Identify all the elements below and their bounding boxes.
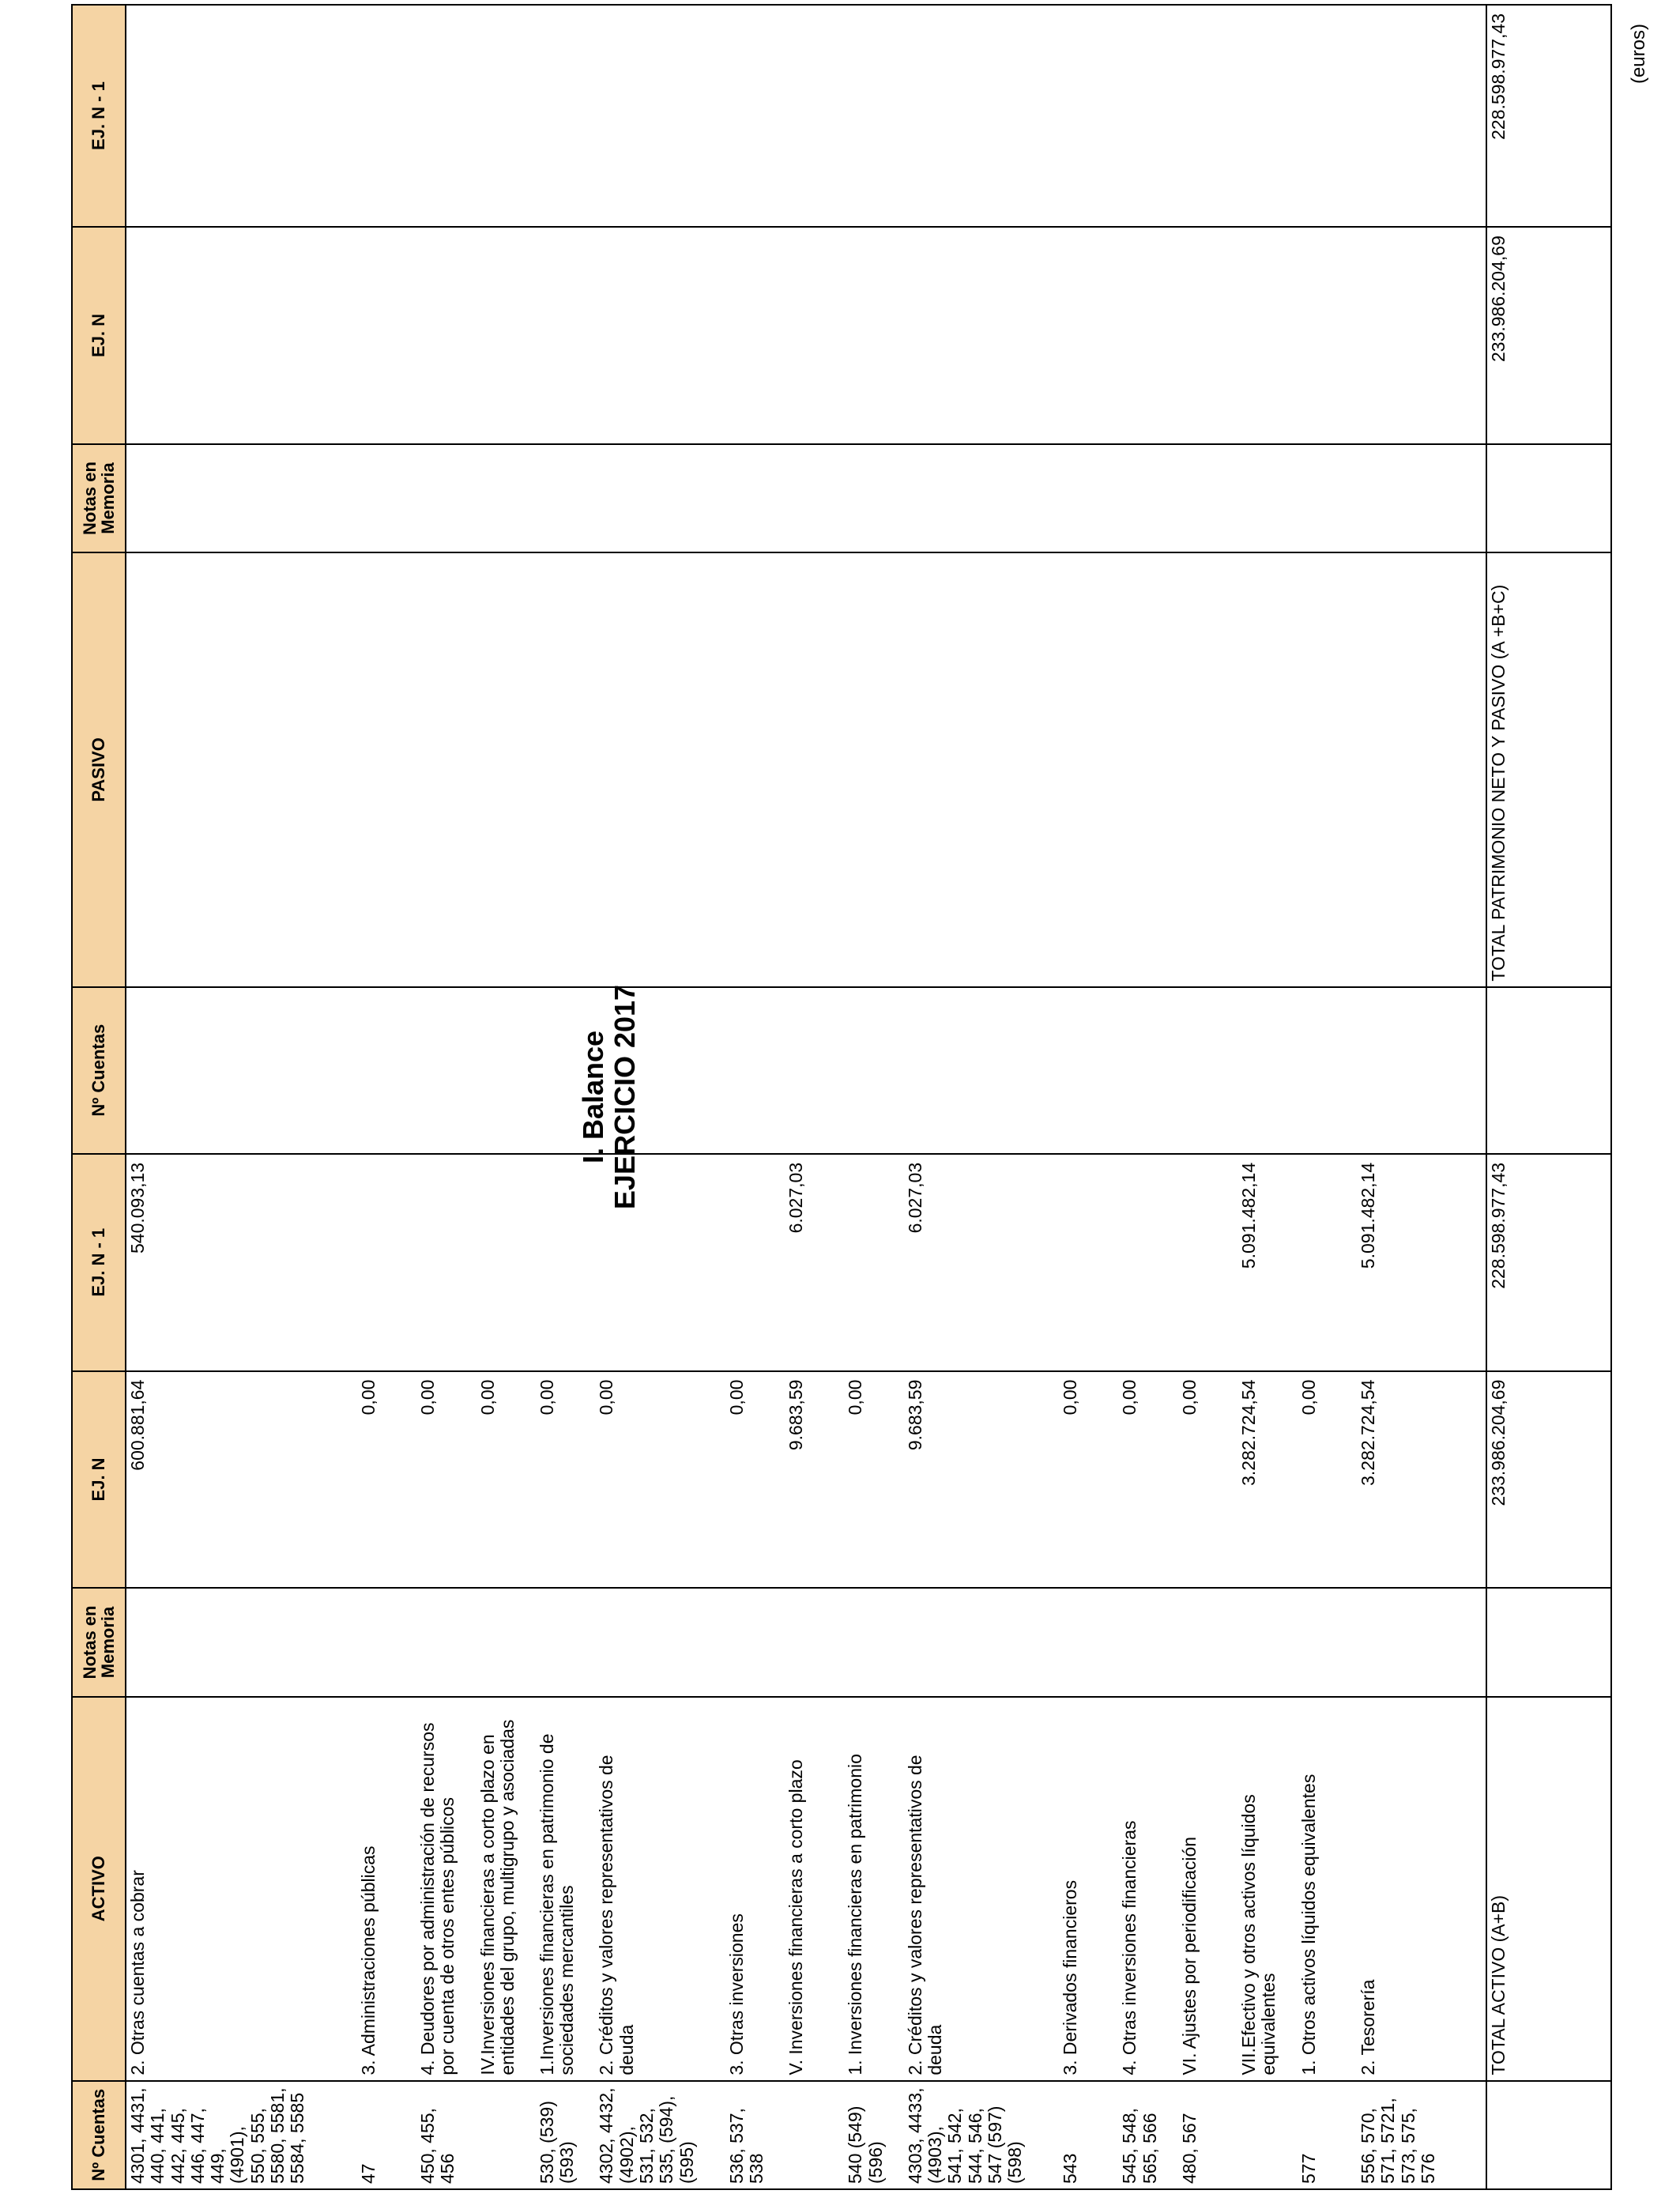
pasivo-ejn-cell	[844, 227, 903, 444]
table-row	[1118, 5, 1177, 2189]
pasivo-cuentas-cell	[844, 987, 903, 1154]
ejn-cell: 3.282.724,54	[1357, 1371, 1486, 1589]
table-row	[1237, 5, 1297, 2189]
notas-cell	[1237, 1588, 1297, 1696]
pasivo-label-cell	[1118, 552, 1177, 986]
ejn-cell: 0,00	[595, 1371, 725, 1589]
notas-cell	[785, 1588, 844, 1696]
total-cuentas	[1486, 2081, 1611, 2189]
ejn-cell: 0,00	[536, 1371, 595, 1589]
pasivo-ejn-cell	[595, 227, 725, 444]
pasivo-ejn-cell	[357, 227, 416, 444]
cuentas-cell: 543	[1059, 2081, 1118, 2189]
activo-label-cell: 2. Créditos y valores representativos de deuda	[595, 1697, 725, 2081]
pasivo-ejn1-cell	[357, 5, 416, 227]
pasivo-label-cell	[477, 552, 536, 986]
ejn1-cell	[595, 1154, 725, 1371]
pasivo-cuentas-cell	[1059, 987, 1118, 1154]
header-notas-pasivo: Notas en Memoria	[72, 444, 126, 552]
notas-cell	[1118, 1588, 1177, 1696]
pasivo-notas-cell	[536, 444, 595, 552]
pasivo-notas-cell	[1178, 444, 1237, 552]
cuentas-cell: 4302, 4432, (4902), 531, 532, 535, (594), (595)	[595, 2081, 725, 2189]
pasivo-ejn1-cell	[1178, 5, 1237, 227]
activo-label-cell: 1.Inversiones financieras en patrimonio de sociedades mercantiles	[536, 1697, 595, 2081]
header-ejn1-activo: EJ. N - 1	[72, 1154, 126, 1371]
table-row	[1357, 5, 1486, 2189]
pasivo-notas-cell	[126, 444, 357, 552]
pasivo-label-cell	[357, 552, 416, 986]
ejn1-cell	[725, 1154, 785, 1371]
ejn-cell: 0,00	[1178, 1371, 1237, 1589]
ejn1-cell	[1178, 1154, 1237, 1371]
ejn-cell: 9.683,59	[904, 1371, 1059, 1589]
pasivo-label-cell	[595, 552, 725, 986]
pasivo-ejn1-cell	[1298, 5, 1357, 227]
ejn1-cell	[1059, 1154, 1118, 1371]
notas-cell	[126, 1588, 357, 1696]
table-row	[595, 5, 725, 2189]
pasivo-notas-cell	[416, 444, 476, 552]
table-row	[785, 5, 844, 2189]
pasivo-cuentas-cell	[904, 987, 1059, 1154]
cuentas-cell: 577	[1298, 2081, 1357, 2189]
pasivo-label-cell	[1298, 552, 1357, 986]
header-notas-activo: Notas en Memoria	[72, 1588, 126, 1696]
pasivo-ejn-cell	[1237, 227, 1297, 444]
total-activo-ejn: 233.986.204,69	[1486, 1371, 1611, 1589]
activo-label-cell: 3. Derivados financieros	[1059, 1697, 1118, 2081]
pasivo-notas-cell	[1357, 444, 1486, 552]
pasivo-notas-cell	[595, 444, 725, 552]
ejn1-cell: 6.027,03	[785, 1154, 844, 1371]
activo-label-cell: 4. Otras inversiones financieras	[1118, 1697, 1177, 2081]
pasivo-cuentas-cell	[1298, 987, 1357, 1154]
pasivo-ejn-cell	[904, 227, 1059, 444]
pasivo-ejn1-cell	[416, 5, 476, 227]
notas-cell	[1357, 1588, 1486, 1696]
total-pasivo-ejn1: 228.598.977,43	[1486, 5, 1611, 227]
ejn1-cell	[1118, 1154, 1177, 1371]
pasivo-ejn1-cell	[725, 5, 785, 227]
ejn-cell: 0,00	[1059, 1371, 1118, 1589]
page-title: I. Balance	[577, 1030, 609, 1164]
pasivo-ejn1-cell	[1059, 5, 1118, 227]
pasivo-ejn-cell	[785, 227, 844, 444]
ejn1-cell: 540.093,13	[126, 1154, 357, 1371]
pasivo-ejn1-cell	[477, 5, 536, 227]
total-pasivo-label: TOTAL PATRIMONIO NETO Y PASIVO (A +B+C)	[1486, 552, 1611, 986]
cuentas-cell: 545, 548, 565, 566	[1118, 2081, 1177, 2189]
ejn-cell: 600.881,64	[126, 1371, 357, 1589]
pasivo-notas-cell	[357, 444, 416, 552]
ejn1-cell: 6.027,03	[904, 1154, 1059, 1371]
pasivo-ejn-cell	[725, 227, 785, 444]
pasivo-ejn1-cell	[1237, 5, 1297, 227]
ejn-cell: 0,00	[725, 1371, 785, 1589]
table-row	[536, 5, 595, 2189]
ejn-cell: 9.683,59	[785, 1371, 844, 1589]
notas-cell	[844, 1588, 903, 1696]
header-cuentas-pasivo: Nº Cuentas	[72, 987, 126, 1154]
pasivo-ejn-cell	[1178, 227, 1237, 444]
ejn-cell: 0,00	[357, 1371, 416, 1589]
pasivo-label-cell	[844, 552, 903, 986]
cuentas-cell: 450, 455, 456	[416, 2081, 476, 2189]
total-pasivo-notas	[1486, 444, 1611, 552]
pasivo-ejn-cell	[1298, 227, 1357, 444]
pasivo-cuentas-cell	[1357, 987, 1486, 1154]
cuentas-cell: 556, 570, 571, 5721, 573, 575, 576	[1357, 2081, 1486, 2189]
pasivo-cuentas-cell	[416, 987, 476, 1154]
pasivo-notas-cell	[1059, 444, 1118, 552]
pasivo-cuentas-cell	[536, 987, 595, 1154]
activo-label-cell: 3. Otras inversiones	[725, 1697, 785, 2081]
ejn1-cell	[477, 1154, 536, 1371]
total-pasivo-cuentas	[1486, 987, 1611, 1154]
total-notas	[1486, 1588, 1611, 1696]
notas-cell	[1178, 1588, 1237, 1696]
notas-cell	[595, 1588, 725, 1696]
cuentas-cell: 47	[357, 2081, 416, 2189]
pasivo-ejn-cell	[1118, 227, 1177, 444]
pasivo-notas-cell	[477, 444, 536, 552]
ejn1-cell	[1298, 1154, 1357, 1371]
ejn-cell: 0,00	[477, 1371, 536, 1589]
pasivo-label-cell	[904, 552, 1059, 986]
pasivo-cuentas-cell	[595, 987, 725, 1154]
pasivo-notas-cell	[1237, 444, 1297, 552]
cuentas-cell: 540 (549) (596)	[844, 2081, 903, 2189]
pasivo-cuentas-cell	[477, 987, 536, 1154]
cuentas-cell	[477, 2081, 536, 2189]
pasivo-cuentas-cell	[126, 987, 357, 1154]
pasivo-notas-cell	[844, 444, 903, 552]
ejn1-cell	[536, 1154, 595, 1371]
table-row	[1178, 5, 1237, 2189]
cuentas-cell: 4301, 4431, 440, 441, 442, 445, 446, 447, 449, (4901), 550, 555, 5580, 5581, 5584, 5585	[126, 2081, 357, 2189]
pasivo-ejn1-cell	[1357, 5, 1486, 227]
balance-table	[71, 4, 1612, 2190]
total-row	[1486, 5, 1611, 2189]
pasivo-notas-cell	[1298, 444, 1357, 552]
cuentas-cell: 4303, 4433, (4903), 541, 542, 544, 546, 547 (597) (598)	[904, 2081, 1059, 2189]
cuentas-cell	[1237, 2081, 1297, 2189]
notas-cell	[1298, 1588, 1357, 1696]
pasivo-ejn1-cell	[785, 5, 844, 227]
pasivo-label-cell	[126, 552, 357, 986]
pasivo-cuentas-cell	[357, 987, 416, 1154]
pasivo-ejn1-cell	[1118, 5, 1177, 227]
header-row	[72, 5, 126, 2189]
pasivo-cuentas-cell	[725, 987, 785, 1154]
header-ejn1-pasivo: EJ. N - 1	[72, 5, 126, 227]
notas-cell	[904, 1588, 1059, 1696]
activo-label-cell: 1. Otros activos líquidos equivalentes	[1298, 1697, 1357, 2081]
pasivo-ejn1-cell	[126, 5, 357, 227]
pasivo-label-cell	[416, 552, 476, 986]
table-row	[126, 5, 357, 2189]
header-pasivo: PASIVO	[72, 552, 126, 986]
pasivo-ejn-cell	[477, 227, 536, 444]
table-body	[126, 5, 1611, 2189]
ejn1-cell: 5.091.482,14	[1357, 1154, 1486, 1371]
pasivo-ejn1-cell	[904, 5, 1059, 227]
activo-label-cell: V. Inversiones financieras a corto plazo	[785, 1697, 844, 2081]
pasivo-label-cell	[725, 552, 785, 986]
ejn1-cell	[357, 1154, 416, 1371]
pasivo-notas-cell	[904, 444, 1059, 552]
header-cuentas-activo: Nº Cuentas	[72, 2081, 126, 2189]
table-row	[1298, 5, 1357, 2189]
pasivo-ejn-cell	[416, 227, 476, 444]
pasivo-cuentas-cell	[1118, 987, 1177, 1154]
ejn-cell: 0,00	[1298, 1371, 1357, 1589]
pasivo-label-cell	[536, 552, 595, 986]
ejn-cell: 0,00	[1118, 1371, 1177, 1589]
activo-label-cell: VI. Ajustes por periodificación	[1178, 1697, 1237, 2081]
table-row	[844, 5, 903, 2189]
ejn1-cell	[844, 1154, 903, 1371]
notas-cell	[416, 1588, 476, 1696]
header-activo: ACTIVO	[72, 1697, 126, 2081]
activo-label-cell: 1. Inversiones financieras en patrimonio	[844, 1697, 903, 2081]
pasivo-ejn-cell	[536, 227, 595, 444]
pasivo-notas-cell	[1118, 444, 1177, 552]
total-activo-label: TOTAL ACTIVO (A+B)	[1486, 1697, 1611, 2081]
header-ejn-pasivo: EJ. N	[72, 227, 126, 444]
pasivo-label-cell	[1178, 552, 1237, 986]
activo-label-cell: 4. Deudores por administración de recursos por cuenta de otros entes públicos	[416, 1697, 476, 2081]
notas-cell	[536, 1588, 595, 1696]
notas-cell	[357, 1588, 416, 1696]
activo-label-cell: 3. Administraciones públicas	[357, 1697, 416, 2081]
table-row	[477, 5, 536, 2189]
balance-table-wrapper	[71, 4, 1612, 2190]
pasivo-label-cell	[1357, 552, 1486, 986]
total-pasivo-ejn: 233.986.204,69	[1486, 227, 1611, 444]
notas-cell	[1059, 1588, 1118, 1696]
cuentas-cell: 536, 537, 538	[725, 2081, 785, 2189]
total-activo-ejn1: 228.598.977,43	[1486, 1154, 1611, 1371]
header-ejn-activo: EJ. N	[72, 1371, 126, 1589]
ejn1-cell: 5.091.482,14	[1237, 1154, 1297, 1371]
pasivo-ejn-cell	[1059, 227, 1118, 444]
ejn-cell: 0,00	[416, 1371, 476, 1589]
activo-label-cell: 2. Tesorería	[1357, 1697, 1486, 2081]
pasivo-ejn1-cell	[595, 5, 725, 227]
pasivo-cuentas-cell	[785, 987, 844, 1154]
cuentas-cell: 480, 567	[1178, 2081, 1237, 2189]
table-row	[725, 5, 785, 2189]
notas-cell	[477, 1588, 536, 1696]
pasivo-ejn1-cell	[844, 5, 903, 227]
pasivo-cuentas-cell	[1178, 987, 1237, 1154]
activo-label-cell: 2. Créditos y valores representativos de deuda	[904, 1697, 1059, 2081]
pasivo-notas-cell	[725, 444, 785, 552]
activo-label-cell: IV.Inversiones financieras a corto plazo en entidades del grupo, multigrupo y asociadas	[477, 1697, 536, 2081]
activo-label-cell: VII.Efectivo y otros activos líquidos equivalentes	[1237, 1697, 1297, 2081]
pasivo-label-cell	[1237, 552, 1297, 986]
notas-cell	[725, 1588, 785, 1696]
pasivo-notas-cell	[785, 444, 844, 552]
ejn1-cell	[416, 1154, 476, 1371]
table-row	[416, 5, 476, 2189]
pasivo-ejn-cell	[126, 227, 357, 444]
ejn-cell: 3.282.724,54	[1237, 1371, 1297, 1589]
units-label: (euros)	[1628, 24, 1649, 85]
table-row	[357, 5, 416, 2189]
page-subtitle: EJERCICIO 2017	[608, 984, 641, 1210]
pasivo-cuentas-cell	[1237, 987, 1297, 1154]
table-row	[904, 5, 1059, 2189]
activo-label-cell: 2. Otras cuentas a cobrar	[126, 1697, 357, 2081]
cuentas-cell: 530, (539) (593)	[536, 2081, 595, 2189]
cuentas-cell	[785, 2081, 844, 2189]
pasivo-ejn-cell	[1357, 227, 1486, 444]
pasivo-label-cell	[1059, 552, 1118, 986]
pasivo-ejn1-cell	[536, 5, 595, 227]
ejn-cell: 0,00	[844, 1371, 903, 1589]
table-row	[1059, 5, 1118, 2189]
pasivo-label-cell	[785, 552, 844, 986]
